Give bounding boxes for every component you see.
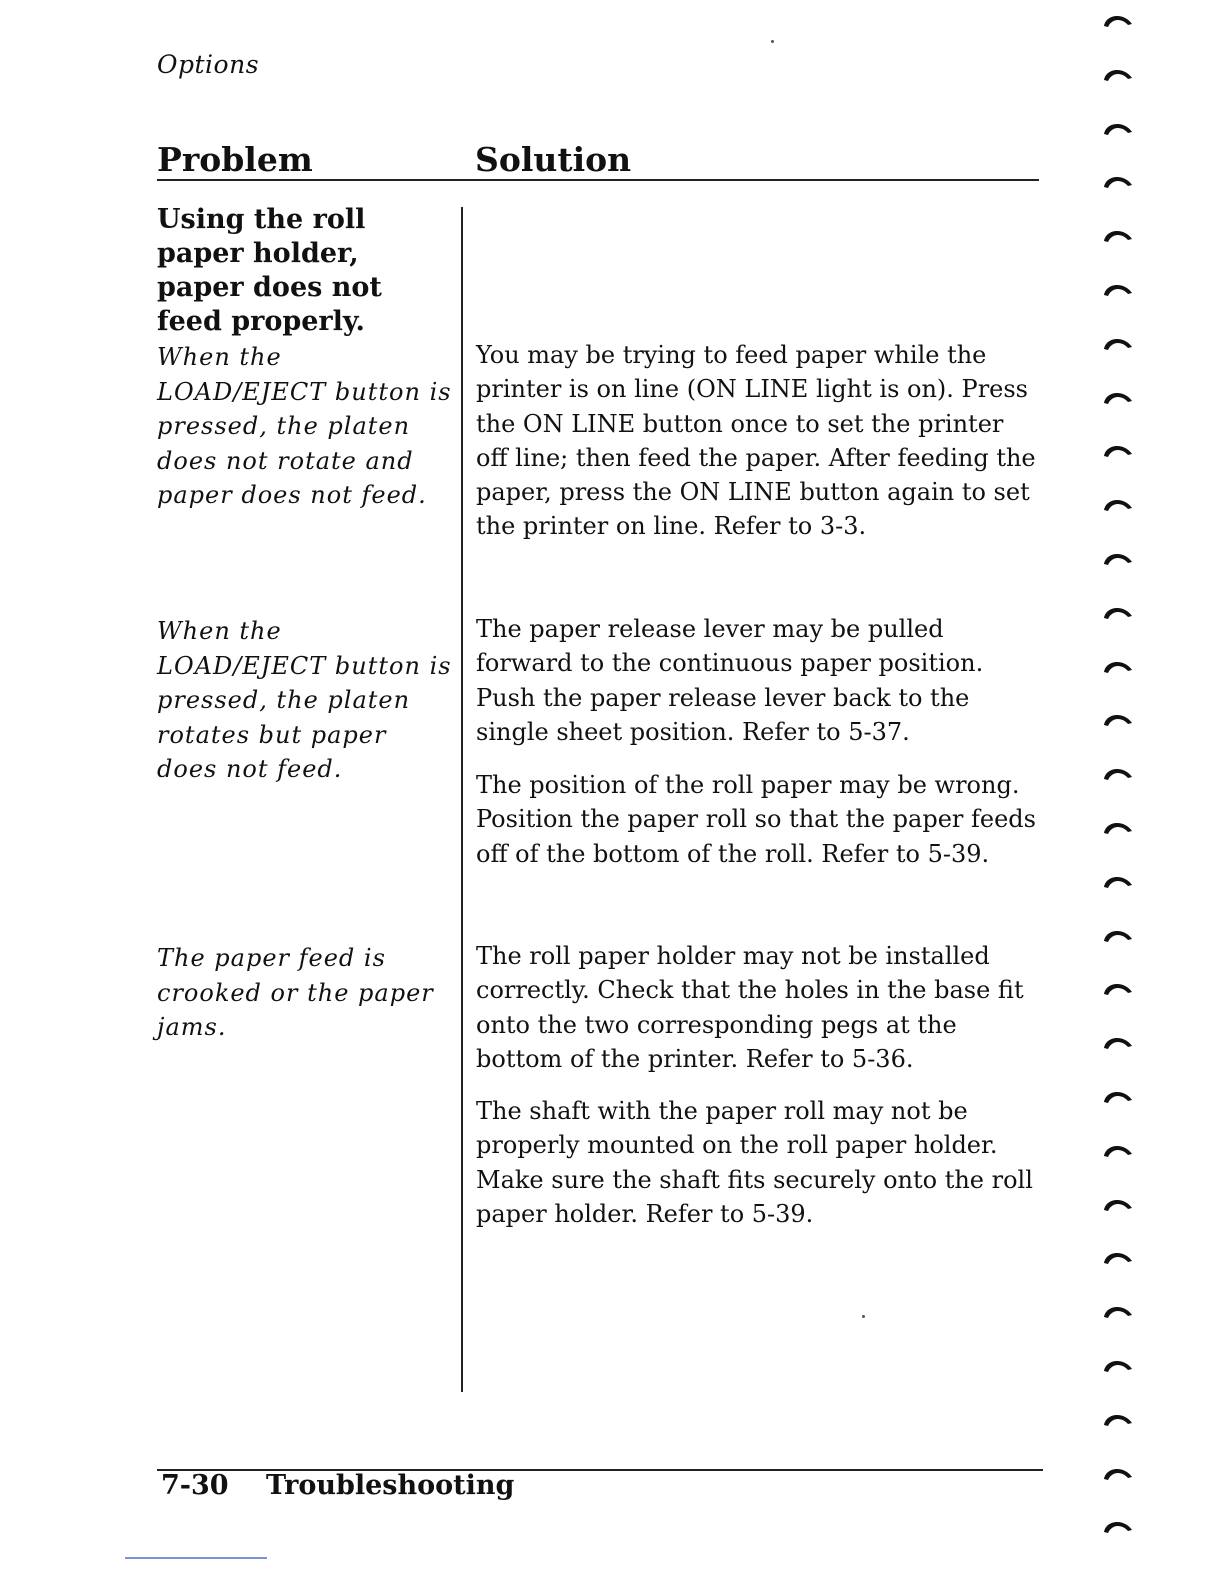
solution-2b: The position of the roll paper may be wrong. Position the paper roll so that the paper feeds off of the bottom of the roll. Refer to 5-39. <box>476 771 1036 868</box>
edge-mark <box>125 1557 267 1559</box>
binding-ring-icon <box>1098 1407 1138 1429</box>
heading-rule <box>157 179 1039 181</box>
binding-ring-icon <box>1098 976 1138 998</box>
binding-ring-icon <box>1098 1084 1138 1106</box>
solution-3b: The shaft with the paper roll may not be properly mounted on the roll paper holder. Make sure the shaft fits securely onto the roll paper holder. Refer to 5-39. <box>476 1097 1033 1228</box>
chapter-title: Troubleshooting <box>266 1470 515 1501</box>
binding-ring-icon <box>1098 1192 1138 1214</box>
binding-ring-icon <box>1098 492 1138 514</box>
binding-ring-icon <box>1098 223 1138 245</box>
page-number: 7-30 <box>161 1470 229 1501</box>
binding-ring-icon <box>1098 8 1138 30</box>
binding-ring-icon <box>1098 869 1138 891</box>
binding-ring-icon <box>1098 654 1138 676</box>
binding-ring-icon <box>1098 600 1138 622</box>
scan-speck <box>771 40 774 43</box>
binding-ring-icon <box>1098 116 1138 138</box>
binding-ring-icon <box>1098 277 1138 299</box>
problem-column-heading: Problem <box>157 140 313 179</box>
binding-ring-icon <box>1098 1138 1138 1160</box>
binding-ring-icon <box>1098 1030 1138 1052</box>
solution-2a: The paper release lever may be pulled forward to the continuous paper position. Push the paper release lever back to the single sheet position. Refer to 5-37. <box>476 615 984 746</box>
binding-ring-icon <box>1098 1245 1138 1267</box>
symptom-1: When the LOAD/EJECT button is pressed, the platen does not rotate and paper does not feed. <box>157 343 452 509</box>
binding-ring-icon <box>1098 62 1138 84</box>
binding-ring-icon <box>1098 815 1138 837</box>
column-divider <box>461 207 463 1392</box>
solution-1a: You may be trying to feed paper while the printer is on line (ON LINE light is on). Press the ON LINE button once to set the printer off line; then feed the paper. After feeding the paper, press the ON LINE button again to set the printer on line. Refer to 3-3. <box>476 341 1036 541</box>
problem-title: Using the roll paper holder, paper does not feed properly. <box>157 204 382 337</box>
binding-ring-icon <box>1098 169 1138 191</box>
binding-ring-icon <box>1098 546 1138 568</box>
scan-speck <box>862 1315 865 1318</box>
binding-ring-icon <box>1098 923 1138 945</box>
symptom-2: When the LOAD/EJECT button is pressed, the platen rotates but paper does not feed. <box>157 617 452 783</box>
running-header: Options <box>157 50 260 79</box>
binding-ring-icon <box>1098 1514 1138 1536</box>
symptom-3: The paper feed is crooked or the paper jams. <box>157 944 434 1041</box>
binding-ring-icon <box>1098 1461 1138 1483</box>
binding-ring-icon <box>1098 1353 1138 1375</box>
binding-ring-icon <box>1098 385 1138 407</box>
spiral-binding <box>1098 0 1148 1584</box>
solution-column-heading: Solution <box>475 140 632 179</box>
binding-ring-icon <box>1098 438 1138 460</box>
binding-ring-icon <box>1098 707 1138 729</box>
solution-3a: The roll paper holder may not be installed correctly. Check that the holes in the base fit onto the two corresponding pegs at the bottom of the printer. Refer to 5-36. <box>476 942 1024 1073</box>
binding-ring-icon <box>1098 331 1138 353</box>
binding-ring-icon <box>1098 1299 1138 1321</box>
binding-ring-icon <box>1098 761 1138 783</box>
